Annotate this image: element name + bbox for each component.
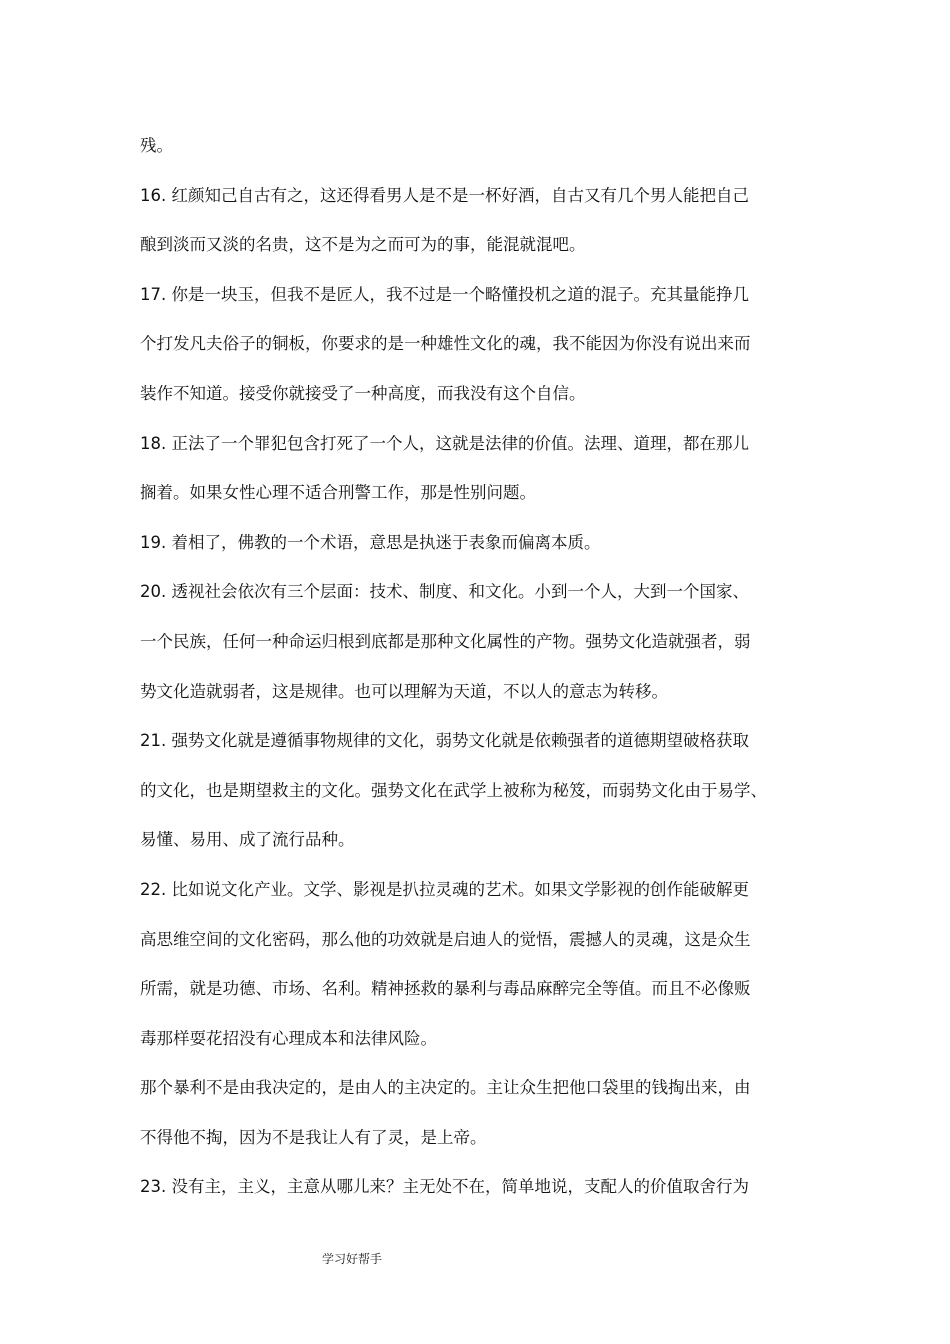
text-line: 酿到淡而又淡的名贵，这不是为之而可为的事，能混就混吧。	[140, 235, 586, 255]
text-line: 不得他不掏，因为不是我让人有了灵，是上帝。	[140, 1127, 487, 1147]
text-line: 21. 强势文化就是遵循事物规律的文化，弱势文化就是依赖强者的道德期望破格获取	[140, 731, 749, 751]
text-line: 高思维空间的文化密码，那么他的功效就是启迪人的觉悟，震撼人的灵魂，这是众生	[140, 929, 751, 949]
text-line: 搁着。如果女性心理不适合刑警工作，那是性别问题。	[140, 483, 536, 503]
text-line: 19. 着相了，佛教的一个术语，意思是执迷于表象而偏离本质。	[140, 532, 601, 552]
text-line: 装作不知道。接受你就接受了一种高度，而我没有这个自信。	[140, 383, 586, 403]
text-line: 毒那样耍花招没有心理成本和法律风险。	[140, 1028, 437, 1048]
text-line: 势文化造就弱者，这是规律。也可以理解为天道，不以人的意志为转移。	[140, 681, 668, 701]
text-line: 18. 正法了一个罪犯包含打死了一个人，这就是法律的价值。法理、道理，都在那儿	[140, 433, 749, 453]
text-line: 残。	[140, 136, 173, 155]
text-line: 一个民族，任何一种命运归根到底都是那种文化属性的产物。强势文化造就强者，弱	[140, 631, 751, 651]
document-body	[140, 126, 830, 1217]
text-line: 易懂、易用、成了流行品种。	[140, 830, 355, 850]
text-line: 个打发凡夫俗子的铜板，你要求的是一种雄性文化的魂，我不能因为你没有说出来而	[140, 334, 751, 354]
text-line: 17. 你是一块玉，但我不是匠人，我不过是一个略懂投机之道的混子。充其量能挣几	[140, 284, 749, 304]
text-line: 23. 没有主，主义，主意从哪儿来？主无处不在，简单地说，支配人的价值取舍行为	[140, 1177, 749, 1197]
text-line: 所需，就是功德、市场、名利。精神拯救的暴利与毒品麻醉完全等值。而且不必像贩	[140, 979, 751, 999]
text-line: 那个暴利不是由我决定的，是由人的主决定的。主让众生把他口袋里的钱掏出来，由	[140, 1078, 751, 1098]
text-line: 16. 红颜知己自古有之，这还得看男人是不是一杯好酒，自古又有几个男人能把自己	[140, 185, 749, 205]
text-line: 22. 比如说文化产业。文学、影视是扒拉灵魂的艺术。如果文学影视的创作能破解更	[140, 879, 749, 899]
text-line: 的文化，也是期望救主的文化。强势文化在武学上被称为秘笈，而弱势文化由于易学、	[140, 780, 767, 800]
page-footer: 学习好帮手	[322, 1252, 383, 1266]
text-line: 20. 透视社会依次有三个层面：技术、制度、和文化。小到一个人，大到一个国家、	[140, 582, 749, 602]
